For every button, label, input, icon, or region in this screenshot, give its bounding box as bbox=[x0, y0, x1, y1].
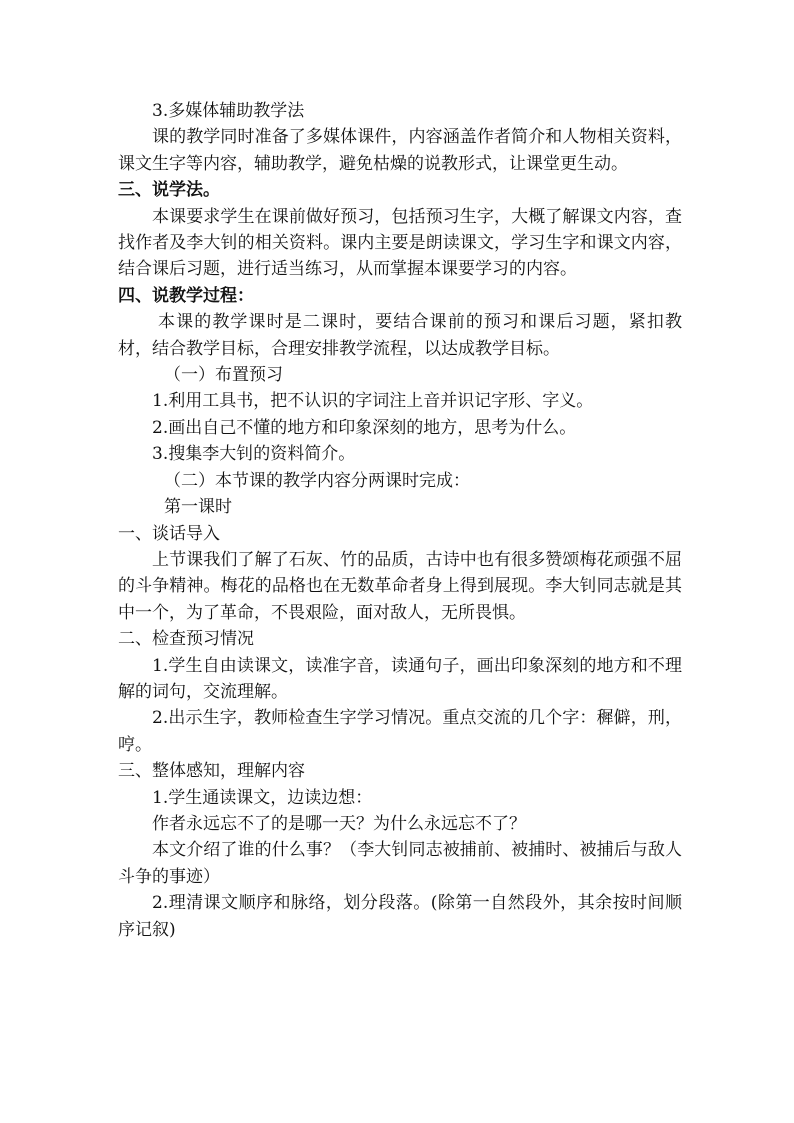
section-heading-teaching-process: 四、说教学过程： bbox=[118, 285, 254, 306]
preview-item-3: 3.搜集李大钊的资料简介。 bbox=[152, 444, 356, 465]
step-heading-overall: 三、整体感知，理解内容 bbox=[118, 761, 305, 782]
overall-question-1: 作者永远忘不了的是哪一天？为什么永远忘不了？ bbox=[152, 813, 526, 834]
method-heading: 3.多媒体辅助教学法 bbox=[152, 101, 305, 121]
paragraph-teaching-process: 本课的教学课时是二课时，要结合课前的预习和课后习题，紧扣教材，结合教学目标，合理安排教学流程，以达成教学目标。 bbox=[118, 312, 682, 359]
section-heading-learning-method: 三、说学法。 bbox=[118, 180, 220, 201]
preview-item-2: 2.画出自己不懂的地方和印象深刻的地方，思考为什么。 bbox=[152, 417, 577, 438]
paragraph-learning-method: 本课要求学生在课前做好预习，包括预习生字，大概了解课文内容，查找作者及李大钊的相关资料。课内主要是朗读课文，学习生字和课文内容，结合课后习题，进行适当练习，从而掌握本课要学习的内容。 bbox=[118, 206, 682, 280]
subheading-preview: （一）布置预习 bbox=[164, 365, 283, 386]
check-item-2: 2.出示生字，教师检查生字学习情况。重点交流的几个字：穉僻，刑，哼。 bbox=[118, 708, 682, 755]
overall-question-2: 本文介绍了谁的什么事？（李大钊同志被捕前、被捕时、被捕后与敌人斗争的事迹） bbox=[118, 840, 682, 887]
lesson-one-heading: 第一课时 bbox=[164, 497, 232, 518]
preview-item-1: 1.利用工具书，把不认识的字词注上音并识记字形、字义。 bbox=[152, 391, 594, 412]
step-heading-intro: 一、谈话导入 bbox=[118, 523, 220, 544]
step-heading-check-preview: 二、检查预习情况 bbox=[118, 629, 254, 650]
paragraph-multimedia: 课的教学同时准备了多媒体课件，内容涵盖作者简介和人物相关资料，课文生字等内容，辅助教学，避免枯燥的说教形式，让课堂更生动。 bbox=[118, 127, 682, 174]
document-page bbox=[118, 98, 682, 943]
overall-item-2: 2.理清课文顺序和脉络，划分段落。(除第一自然段外，其余按时间顺序记叙) bbox=[118, 893, 682, 940]
paragraph-intro: 上节课我们了解了石灰、竹的品质，古诗中也有很多赞颂梅花顽强不屈的斗争精神。梅花的品格也在无数革命者身上得到展现。李大钊同志就是其中一个，为了革命，不畏艰险，面对敌人，无所畏惧。 bbox=[118, 549, 682, 623]
check-item-1: 1.学生自由读课文，读准字音，读通句子，画出印象深刻的地方和不理解的词句，交流理解。 bbox=[118, 655, 682, 702]
overall-item-1: 1.学生通读课文，边读边想： bbox=[152, 787, 373, 808]
subheading-content: （二）本节课的教学内容分两课时完成： bbox=[164, 470, 470, 491]
